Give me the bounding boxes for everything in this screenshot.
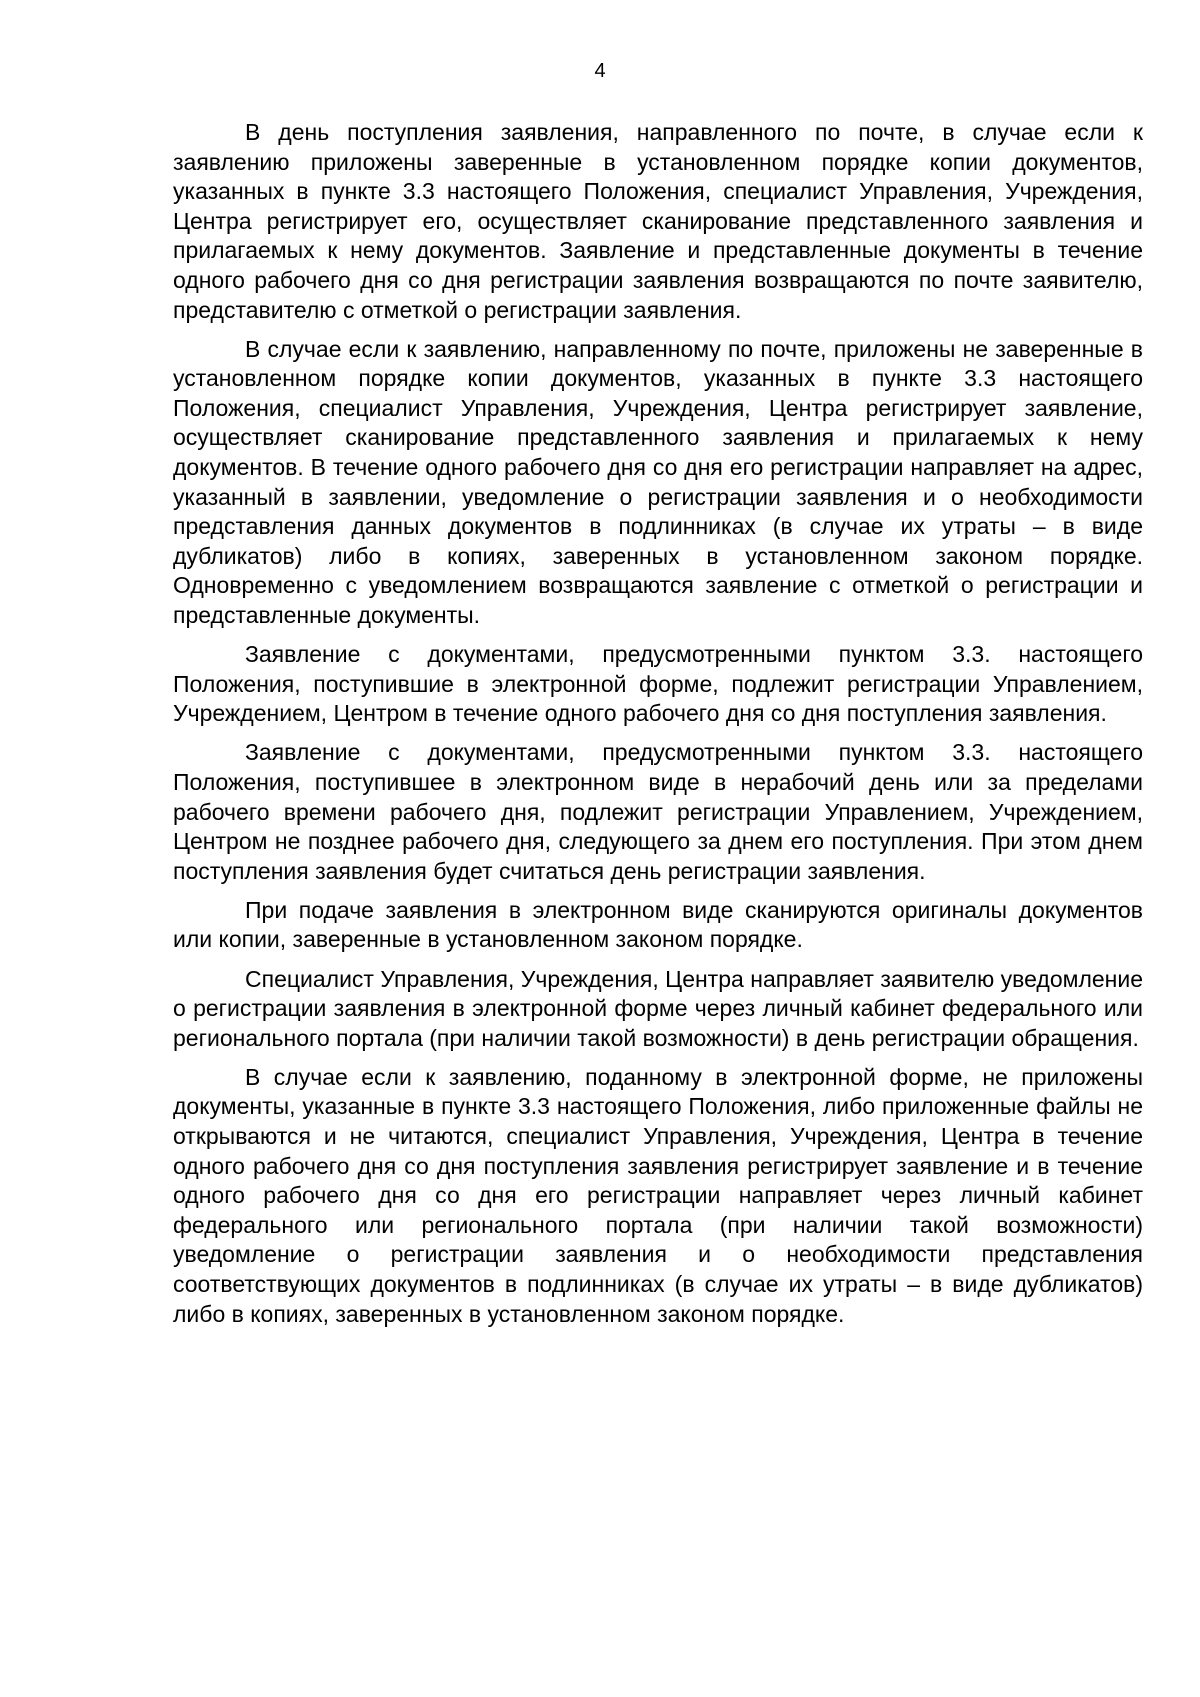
paragraph-mail-certified-copies: В день поступления заявления, направленного по почте, в случае если к заявлению приложены заверенные в установленном порядке копии документов, указанных в пункте 3.3 настоящего Положения, специалист Управления, Учреждения, Центра регистрирует его, осуществляет сканирование представленного заявления и прилагаемых к нему документов. Заявление и представленные документы в течение одного рабочего дня со дня регистрации заявления возвращаются по почте заявителю, представителю с отметкой о регистрации заявления. bbox=[173, 119, 1143, 323]
paragraph-scanning-originals: При подаче заявления в электронном виде сканируются оригиналы документов или копии, заверенные в установленном законом порядке. bbox=[173, 896, 1143, 953]
paragraph-mail-uncertified-copies: В случае если к заявлению, направленному по почте, приложены не заверенные в установленном порядке копии документов, указанных в пункте 3.3 настоящего Положения, специалист Управления, Учреждения, Центра регистрирует заявление, осуществляет сканирование представленного заявления и прилагаемых к нему документов. В течение одного рабочего дня со дня его регистрации направляет на адрес, указанный в заявлении, уведомление о регистрации заявления и о необходимости представления данных документов в подлинниках (в случае их утраты – в виде дубликатов) либо в копиях, заверенных в установленном законом порядке. Одновременно с уведомлением возвращаются заявление с отметкой о регистрации и представленные документы. bbox=[173, 335, 1143, 628]
document-body bbox=[173, 118, 1143, 1339]
paragraph-electronic-registration: Заявление с документами, предусмотренными пунктом 3.3. настоящего Положения, поступившие в электронной форме, подлежит регистрации Управлением, Учреждением, Центром в течение одного рабочего дня со дня поступления заявления. bbox=[173, 641, 1143, 727]
page-number: 4 bbox=[594, 60, 606, 82]
paragraph-non-working-day: Заявление с документами, предусмотренными пунктом 3.3. настоящего Положения, поступившее в электронном виде в нерабочий день или за пределами рабочего времени рабочего дня, подлежит регистрации Управлением, Учреждением, Центром не позднее рабочего дня, следующего за днем его поступления. При этом днем поступления заявления будет считаться день регистрации заявления. bbox=[173, 739, 1143, 884]
paragraph-notification: Специалист Управления, Учреждения, Центра направляет заявителю уведомление о регистрации заявления в электронной форме через личный кабинет федерального или регионального портала (при наличии такой возможности) в день регистрации обращения. bbox=[173, 965, 1143, 1051]
paragraph-missing-documents: В случае если к заявлению, поданному в электронной форме, не приложены документы, указанные в пункте 3.3 настоящего Положения, либо приложенные файлы не открываются и не читаются, специалист Управления, Учреждения, Центра в течение одного рабочего дня со дня поступления заявления регистрирует заявление и в течение одного рабочего дня со дня его регистрации направляет через личный кабинет федерального или регионального портала (при наличии такой возможности) уведомление о регистрации заявления и о необходимости представления соответствующих документов в подлинниках (в случае их утраты – в виде дубликатов) либо в копиях, заверенных в установленном законом порядке. bbox=[173, 1063, 1143, 1327]
